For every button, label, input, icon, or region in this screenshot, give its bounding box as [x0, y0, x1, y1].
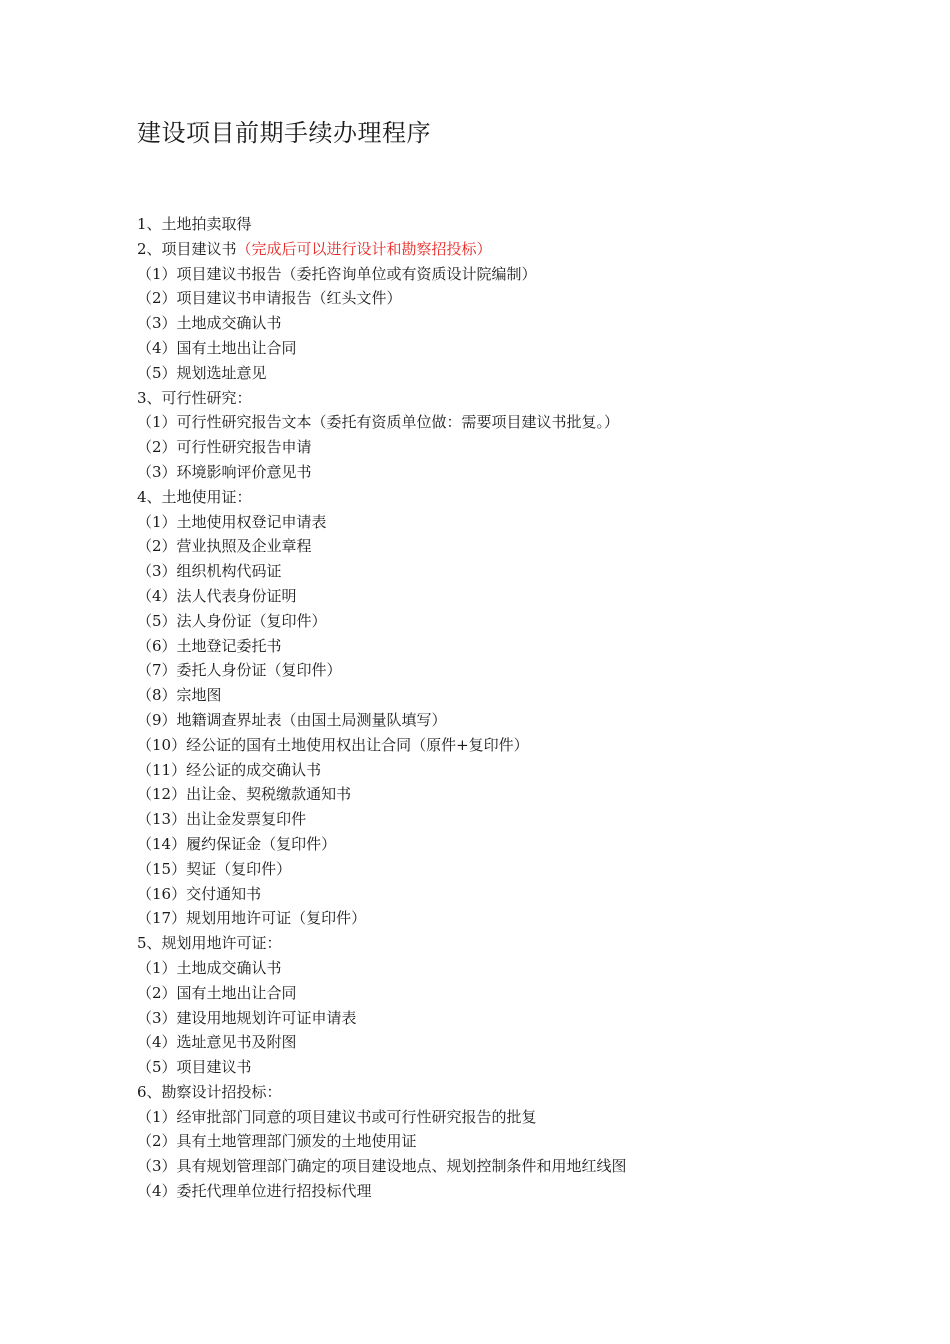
- line-text: 4、土地使用证：: [137, 487, 252, 506]
- document-line: [137, 733, 897, 758]
- document-line: [137, 584, 897, 609]
- line-text: （5）规划选址意见: [137, 363, 267, 382]
- line-text: 5、规划用地许可证：: [137, 934, 282, 953]
- document-line: [137, 410, 897, 435]
- line-text: （5）法人身份证（复印件）: [137, 611, 327, 630]
- document-line: [137, 1105, 897, 1130]
- document-line: [137, 510, 897, 535]
- line-text: （6）土地登记委托书: [137, 636, 282, 655]
- document-body: [137, 212, 897, 1204]
- line-text: （10）经公证的国有土地使用权出让合同（原件+复印件）: [137, 735, 529, 754]
- document-line: [137, 956, 897, 981]
- line-text: （3）土地成交确认书: [137, 314, 282, 333]
- document-line: [137, 1030, 897, 1055]
- line-text: （4）委托代理单位进行招投标代理: [137, 1182, 372, 1201]
- document-line: [137, 634, 897, 659]
- document-line: [137, 931, 897, 956]
- line-text: （1）土地使用权登记申请表: [137, 512, 327, 531]
- document-line: [137, 981, 897, 1006]
- document-line: [137, 311, 897, 336]
- document-line: [137, 708, 897, 733]
- document-line: [137, 212, 897, 237]
- document-line: [137, 534, 897, 559]
- document-line: [137, 609, 897, 634]
- document-line: [137, 1154, 897, 1179]
- document-line: [137, 857, 897, 882]
- document-line: [137, 906, 897, 931]
- document-line: [137, 262, 897, 287]
- line-text: 6、勘察设计招投标：: [137, 1082, 282, 1101]
- document-line: [137, 361, 897, 386]
- document-line: [137, 782, 897, 807]
- line-text: （2）具有土地管理部门颁发的土地使用证: [137, 1132, 417, 1151]
- document-line: [137, 1055, 897, 1080]
- document-line: [137, 1080, 897, 1105]
- line-text: （12）出让金、契税缴款通知书: [137, 785, 352, 804]
- line-text: （3）环境影响评价意见书: [137, 462, 312, 481]
- document-line: [137, 237, 897, 262]
- document-line: [137, 683, 897, 708]
- document-title: 建设项目前期手续办理程序: [137, 119, 431, 147]
- line-text: （2）国有土地出让合同: [137, 983, 297, 1002]
- line-text: 1、土地拍卖取得: [137, 215, 252, 233]
- line-text: （1）经审批部门同意的项目建议书或可行性研究报告的批复: [137, 1107, 537, 1126]
- line-text: （7）委托人身份证（复印件）: [137, 661, 342, 680]
- document-line: [137, 485, 897, 510]
- document-line: [137, 882, 897, 907]
- document-line: [137, 758, 897, 783]
- line-text: （1）项目建议书报告（委托咨询单位或有资质设计院编制）: [137, 264, 537, 283]
- document-line: [137, 336, 897, 361]
- line-text: （11）经公证的成交确认书: [137, 760, 322, 779]
- document-line: [137, 832, 897, 857]
- line-text: （14）履约保证金（复印件）: [137, 834, 337, 853]
- line-text: （3）组织机构代码证: [137, 562, 282, 581]
- line-text: （4）国有土地出让合同: [137, 338, 297, 357]
- line-text: 3、可行性研究：: [137, 388, 252, 407]
- document-line: [137, 435, 897, 460]
- document-line: [137, 807, 897, 832]
- line-text: （4）选址意见书及附图: [137, 1033, 297, 1052]
- line-text: （2）项目建议书申请报告（红头文件）: [137, 289, 402, 308]
- line-text: （16）交付通知书: [137, 884, 262, 903]
- line-text: （13）出让金发票复印件: [137, 810, 307, 829]
- document-line: [137, 1006, 897, 1031]
- line-text: （9）地籍调查界址表（由国土局测量队填写）: [137, 710, 447, 729]
- line-text: （2）可行性研究报告申请: [137, 438, 312, 457]
- document-line: [137, 559, 897, 584]
- line-text: （2）营业执照及企业章程: [137, 537, 312, 556]
- document-line: [137, 286, 897, 311]
- line-text: （1）可行性研究报告文本（委托有资质单位做：需要项目建议书批复。）: [137, 413, 620, 432]
- document-line: [137, 1179, 897, 1204]
- line-text: （5）项目建议书: [137, 1058, 252, 1077]
- line-text: （3）建设用地规划许可证申请表: [137, 1008, 357, 1027]
- line-text: （4）法人代表身份证明: [137, 586, 297, 605]
- line-note: （完成后可以进行设计和勘察招投标）: [236, 239, 492, 258]
- document-line: [137, 460, 897, 485]
- document-line: [137, 386, 897, 411]
- document-line: [137, 658, 897, 683]
- line-text: 2、项目建议书: [137, 239, 237, 258]
- document-line: [137, 1129, 897, 1154]
- line-text: （15）契证（复印件）: [137, 859, 292, 878]
- line-text: （3）具有规划管理部门确定的项目建设地点、规划控制条件和用地红线图: [137, 1157, 627, 1176]
- line-text: （17）规划用地许可证（复印件）: [137, 909, 367, 928]
- line-text: （8）宗地图: [137, 686, 222, 705]
- line-text: （1）土地成交确认书: [137, 958, 282, 977]
